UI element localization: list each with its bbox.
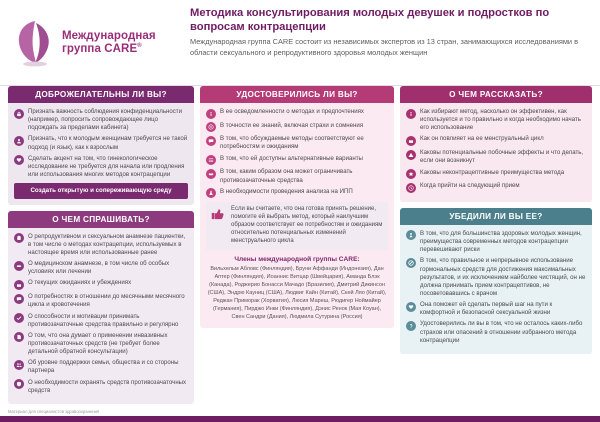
info-icon <box>206 109 216 119</box>
list-item <box>206 155 388 166</box>
list-icon <box>206 155 216 165</box>
panel-benevolent-body <box>8 103 194 205</box>
lock-icon <box>14 109 24 119</box>
list-item-text: О потребностях в отношении до месячными месячного цикла и кровотечения <box>28 293 185 309</box>
people-icon <box>14 360 24 370</box>
list-item <box>14 332 188 356</box>
brand-wordmark <box>62 30 156 56</box>
list-item-text: О медицинском анамнезе, в том числе об особых условиях или лечении <box>28 260 170 276</box>
list-item-text: Когда прийти на следующий прием <box>420 182 520 190</box>
star-icon <box>406 169 416 179</box>
list-item <box>406 108 586 132</box>
brand-trademark: ® <box>137 43 142 50</box>
ask-list <box>14 233 188 395</box>
list-item <box>206 108 388 119</box>
members-block <box>206 256 388 322</box>
list-item-text: В том, что ей доступны альтернативные варианты <box>220 154 363 162</box>
panel-benevolent-title: ДОБРОЖЕЛАТЕЛЬНЫ ЛИ ВЫ? <box>8 86 194 103</box>
women-icon <box>406 230 416 240</box>
list-item <box>206 168 388 184</box>
page-subtitle: Международная группа CARE состоит из независимых экспертов из 13 стран, занимающихся исследованиями в области сексуального и репродуктивного здоровья молодых женщин <box>190 37 579 57</box>
panel-verified-body <box>200 103 394 328</box>
list-item-text: О способности и мотивации принимать противозачаточные средства правильно и регулярно <box>28 312 179 328</box>
list-item-text: Она поможет ей сделать первый шаг на пути к комфортной и безопасной сексуальной жизни <box>420 301 553 317</box>
list-item-text: О текущих ожиданиях и убеждениях <box>28 279 132 287</box>
chat-icon <box>206 136 216 146</box>
care-flower-logo-icon <box>14 17 56 69</box>
members-text: Вильхельм Абловс (Финляндия), Бруни Аффанди (Индонезия), Дан Аптер (Финляндия), Иоаннис Витцар (Швейцария), Аманда Блэк (Канада), Роджерио Бонасси Мачадо (Бразилия), Дмитрий Дикинсон (США), Эндрю Кауниц (США), Людвиг Кайн (Китай), Скей Ляо (Китай), Реджан Приморак (Хорватия), Люсия Мареш, Рюдигер Ноймайер (Германия), Пирджо Инки (Финляндия), Дэнис Ренок (Мая Коуан), Свен Сандри (Дания), Людмила Сутурина (Россия) <box>207 266 387 320</box>
footer-bar <box>0 416 600 422</box>
list-item-text: Удостоверились ли вы в том, что не осталось каких-либо страхов или опасений в отношении избранного метода контрацепции <box>420 320 583 344</box>
list-item-text: В том, что правильное и непрерывное использование гормональных средств для достижения максимальных результатов, и их исключением найболее чистящий, он не должна принимать прием контрацептивов, не посоветовавшись с врачом <box>420 257 586 297</box>
poster-body <box>0 86 600 416</box>
panel-tell-title: О ЧЕМ РАССКАЗАТЬ? <box>400 86 592 103</box>
panel-convinced-body <box>400 225 592 354</box>
list-item <box>406 301 586 317</box>
list-item-text: В ее осведомленности о методах и предпочтениях <box>220 108 364 116</box>
verified-note <box>206 202 388 250</box>
poster-header <box>0 0 600 86</box>
convinced-list <box>406 230 586 345</box>
list-item <box>206 135 388 151</box>
lab-icon <box>206 188 216 198</box>
list-item <box>406 182 586 193</box>
brand-line-2: группа CARE <box>62 43 138 55</box>
list-item-text: О том, что она думает о применении инвазивных противозачаточных средств (не требует более детальной обратной консультации) <box>28 331 168 356</box>
thumbs-up-icon <box>210 206 226 222</box>
list-item <box>406 149 586 165</box>
clipboard-icon <box>14 233 24 243</box>
panel-ask-body <box>8 228 194 405</box>
brand-line-1: Международная <box>62 29 156 42</box>
panel-ask-title: О ЧЕМ СПРАШИВАТЬ? <box>8 211 194 228</box>
benevolent-list <box>14 108 188 179</box>
page-title: Методика консультирования молодых девушек и подростков по вопросам контрацепции <box>190 7 550 33</box>
list-item-text: В том, каким образом она может ограничивать противозачаточные средства <box>220 168 353 184</box>
info-icon <box>406 109 416 119</box>
warning-icon <box>406 150 416 160</box>
list-item <box>14 233 188 257</box>
list-item-text: В том, что обсуждаемые методы соответствуют ее потребностям и ожиданиям <box>220 135 364 151</box>
clock-icon <box>406 183 416 193</box>
calendar-icon <box>14 280 24 290</box>
list-item <box>14 293 188 309</box>
list-item-text: Об уровне поддержки семьи, общества и со стороны партнера <box>28 359 179 375</box>
list-item-text: Как избирают метод, насколько он эффективен, как используется и то правильно и когда необходимо начать его использование <box>420 108 581 132</box>
panel-tell-body <box>400 103 592 202</box>
panel-verified-title: УДОСТОВЕРИЛИСЬ ЛИ ВЫ? <box>200 86 394 103</box>
calendar-icon <box>406 136 416 146</box>
list-item-text: Признать, что к молодым женщинам требуется не такой подход (и язык), как к взрослым <box>28 135 188 151</box>
bubble-icon <box>14 294 24 304</box>
question-icon <box>406 321 416 331</box>
list-item-text: Сделать акцент на том, что гинекологическое исследование не требуется для начала или продления или использования многих методов контрацепции <box>28 154 185 179</box>
panel-benevolent <box>8 86 194 205</box>
list-item <box>14 313 188 329</box>
doc-icon <box>14 332 24 342</box>
shield-icon <box>14 379 24 389</box>
list-item-text: Каковы потенциальные побочные эффекты и что делать, если они возникнут <box>420 149 584 165</box>
list-item-text: В том, что для большинства здоровых молодых женщин, преимущества современных методов контрацепции перевешивают риски <box>420 229 582 254</box>
list-item <box>406 230 586 254</box>
target-icon <box>206 122 216 132</box>
list-item <box>206 122 388 133</box>
header-text <box>186 0 600 86</box>
list-item <box>406 320 586 344</box>
heart-icon <box>14 155 24 165</box>
list-item-text: О репродуктивном и сексуальном анамнезе пациентки, в том числе о методах контрацепции, используемых в настоящее время или использованные ранее <box>28 232 186 256</box>
list-item <box>14 279 188 290</box>
panel-convinced <box>400 208 592 354</box>
handshake-icon <box>206 169 216 179</box>
panel-verified <box>200 86 394 328</box>
list-item-text: В необходимости проведения анализа на ИПП <box>220 187 353 195</box>
check-icon <box>14 313 24 323</box>
panel-convinced-title: УБЕДИЛИ ЛИ ВЫ ЕЕ? <box>400 208 592 225</box>
list-item-text: Как он повлияет на ее менструальный цикл <box>420 135 544 143</box>
list-item-text: О необходимости охранять средств противозачаточных средств <box>28 378 187 394</box>
list-item <box>14 379 188 395</box>
no-icon <box>406 258 416 268</box>
members-title: Члены международной группы CARE: <box>234 256 360 264</box>
user-icon <box>14 136 24 146</box>
panel-ask <box>8 211 194 405</box>
list-item <box>14 260 188 276</box>
benevolent-cta[interactable]: Создать открытую и сопереживающую среду <box>14 183 188 198</box>
column-middle <box>200 86 394 416</box>
list-item <box>406 257 586 297</box>
heart-icon <box>406 302 416 312</box>
column-left <box>8 86 194 416</box>
list-item <box>406 135 586 146</box>
verified-note-text: Если вы считаете, что она готова принять решение, помогите ей выбрать метод, который наилучшим образом соответствует ее потребностям и ожиданиям относительно потенциальных изменений менструального цикла <box>231 206 383 245</box>
verified-list <box>206 108 388 198</box>
list-item <box>14 155 188 179</box>
panel-tell <box>400 86 592 202</box>
list-item-text: Каковы неконтрацептивные преимущества метода <box>420 168 565 176</box>
tell-list <box>406 108 586 193</box>
list-item <box>406 169 586 180</box>
column-right <box>400 86 592 416</box>
list-item-text: В точности ее знаний, включая страхи и сомнения <box>220 121 364 129</box>
brand-logo <box>0 0 186 86</box>
footnote: Материал для специалистов здравоохранения <box>8 409 100 414</box>
list-item-text: Признать важность соблюдения конфиденциальности (например, попросить сопровождающее лицо подождать за пределами кабинета) <box>28 108 182 132</box>
pill-icon <box>14 261 24 271</box>
list-item <box>14 108 188 132</box>
list-item <box>206 188 388 199</box>
list-item <box>14 359 188 375</box>
list-item <box>14 135 188 151</box>
